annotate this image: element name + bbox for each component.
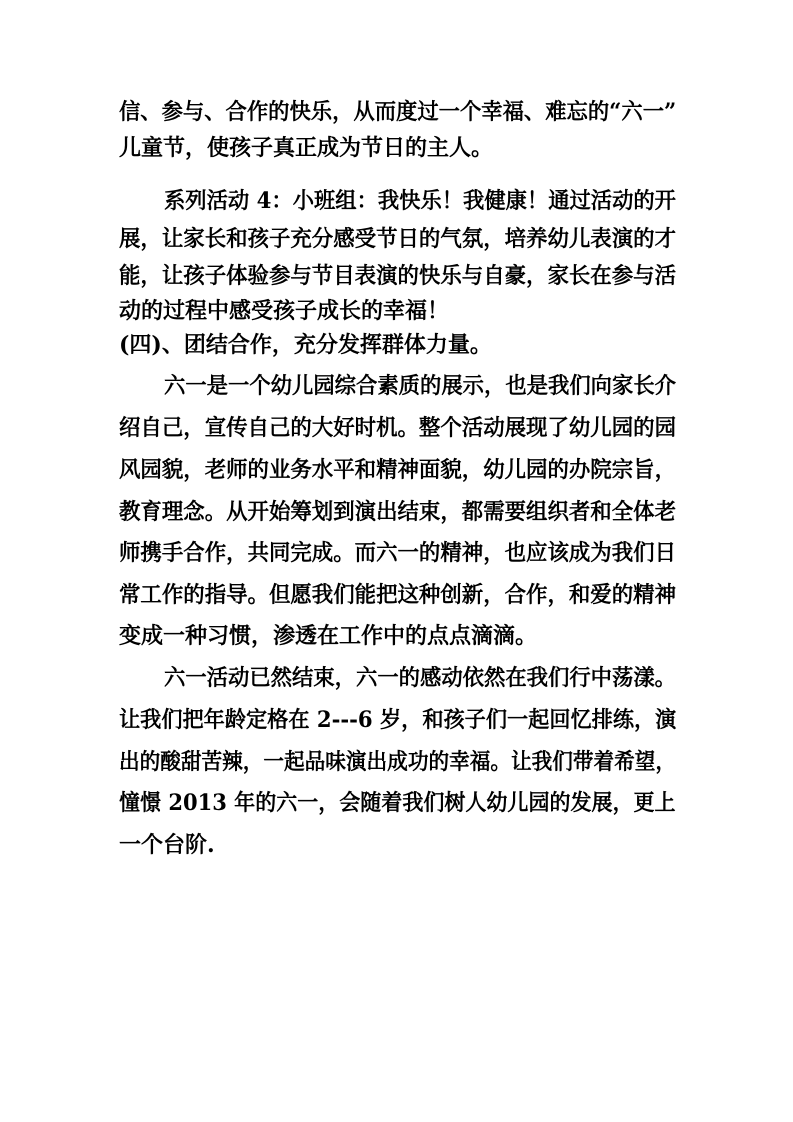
- paragraph-2-line-3: 能，让孩子体验参与节目表演的快乐与自豪，家长在参与活: [119, 263, 677, 289]
- paragraph-3-line-1: 六一是一个幼儿园综合素质的展示，也是我们向家长介: [164, 373, 677, 399]
- paragraph-3-line-2: 绍自己，宣传自己的大好时机。整个活动展现了幼儿园的园: [119, 415, 677, 441]
- paragraph-3-line-6: 常工作的指导。但愿我们能把这种创新，合作，和爱的精神: [119, 582, 677, 608]
- paragraph-2-line-2: 展，让家长和孩子充分感受节日的气氛，培养幼儿表演的才: [119, 226, 677, 252]
- paragraph-4-line-4: 憧憬 2013 年的六一，会随着我们树人幼儿园的发展，更上: [119, 790, 676, 816]
- paragraph-3-line-5: 师携手合作，共同完成。而六一的精神，也应该成为我们日: [119, 540, 677, 566]
- paragraph-4-line-5: 一个台阶.: [119, 832, 215, 858]
- paragraph-4-line-2: 让我们把年龄定格在 2---6 岁，和孩子们一起回忆排练，演: [119, 707, 677, 733]
- paragraph-2-line-1: 系列活动 4：小班组：我快乐！我健康！通过活动的开: [164, 188, 676, 214]
- paragraph-1-line-2: 儿童节，使孩子真正成为节日的主人。: [119, 135, 494, 161]
- section-heading: (四)、团结合作，充分发挥群体力量。: [119, 332, 492, 358]
- paragraph-4-line-1: 六一活动已然结束，六一的感动依然在我们行中荡漾。: [164, 665, 677, 691]
- paragraph-2-line-4: 动的过程中感受孩子成长的幸福！: [119, 298, 450, 324]
- paragraph-3-line-4: 教育理念。从开始筹划到演出结束，都需要组织者和全体老: [119, 499, 677, 525]
- paragraph-1-line-1: 信、参与、合作的快乐，从而度过一个幸福、难忘的“六一”: [119, 99, 677, 125]
- paragraph-4-line-3: 出的酸甜苦辣，一起品味演出成功的幸福。让我们带着希望，: [119, 749, 677, 775]
- paragraph-3-line-7: 变成一种习惯，渗透在工作中的点点滴滴。: [119, 623, 538, 649]
- paragraph-3-line-3: 风园貌，老师的业务水平和精神面貌，幼儿园的办院宗旨，: [119, 457, 677, 483]
